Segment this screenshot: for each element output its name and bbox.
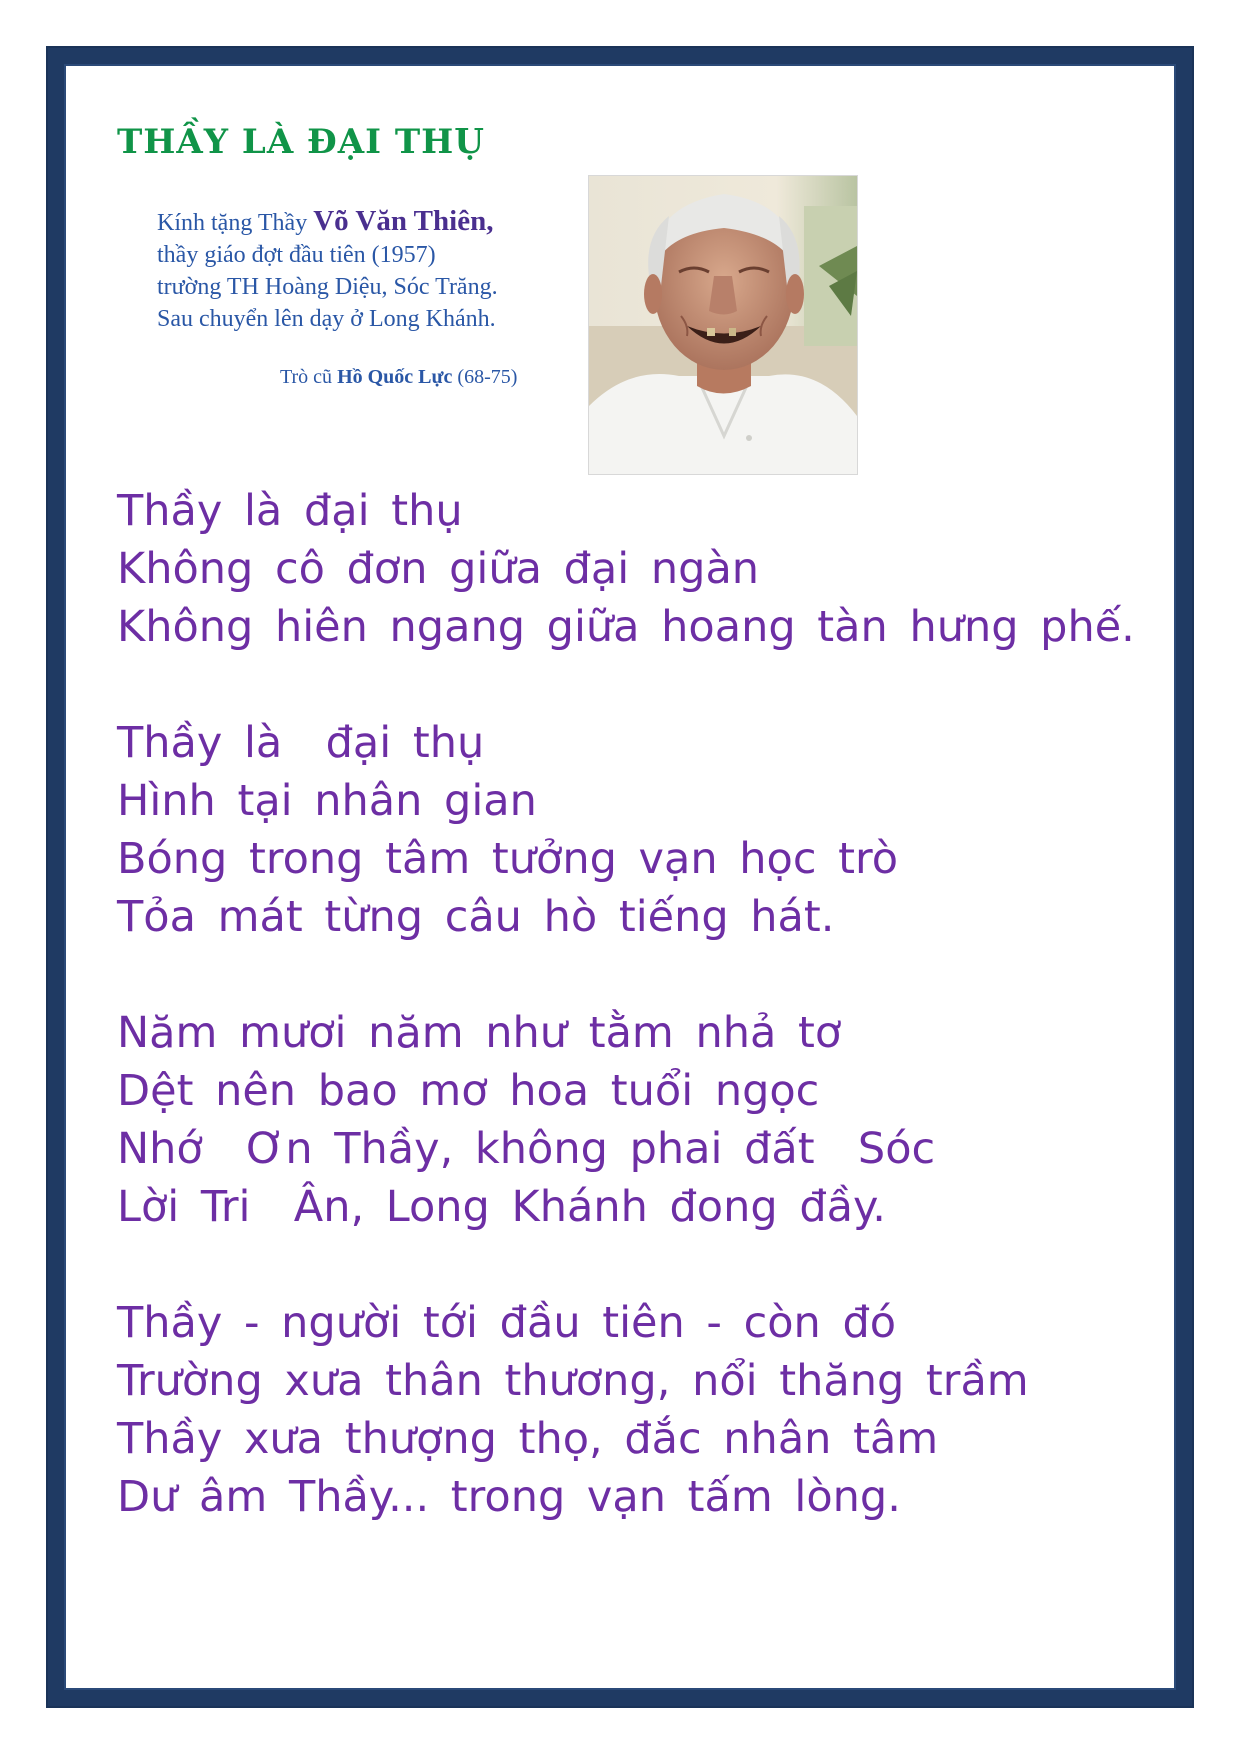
teacher-name: Võ Văn Thiên, xyxy=(313,205,494,237)
poem-line: Hình tại nhân gian xyxy=(117,776,537,826)
poem-line: Thầy là đại thụ xyxy=(117,718,485,768)
poem-stanza xyxy=(117,482,1157,656)
poem-body xyxy=(117,482,1157,1584)
dedication xyxy=(157,205,577,335)
poem-line: Thầy là đại thụ xyxy=(117,486,463,536)
poem-stanza xyxy=(117,714,1157,946)
poem-line: Tỏa mát từng câu hò tiếng hát. xyxy=(117,892,835,942)
signature-prefix: Trò cũ xyxy=(280,366,338,388)
poem-line: Lời Tri Ân, Long Khánh đong đầy. xyxy=(117,1182,886,1232)
dedication-line-1 xyxy=(157,205,577,239)
poem-line: Dệt nên bao mơ hoa tuổi ngọc xyxy=(117,1066,820,1116)
poem-line: Không hiên ngang giữa hoang tàn hưng phế. xyxy=(117,602,1135,652)
dedication-prefix: Kính tặng Thầy xyxy=(157,210,314,236)
teacher-portrait-photo xyxy=(588,175,858,475)
poem-stanza xyxy=(117,1004,1157,1236)
poem-line: Nhớ Ơn Thầy, không phai đất Sóc xyxy=(117,1124,936,1174)
poem-line: Không cô đơn giữa đại ngàn xyxy=(117,544,760,594)
poem-line: Dư âm Thầy... trong vạn tấm lòng. xyxy=(117,1472,901,1522)
dedication-line-4: Sau chuyển lên dạy ở Long Khánh. xyxy=(157,306,496,332)
dedication-line-2: thầy giáo đợt đầu tiên (1957) xyxy=(157,242,436,268)
poem-line: Thầy - người tới đầu tiên - còn đó xyxy=(117,1298,897,1348)
signature-years: (68-75) xyxy=(452,366,518,388)
poem-title: THẦY LÀ ĐẠI THỤ xyxy=(117,122,485,162)
dedication-line-3: trường TH Hoàng Diệu, Sóc Trăng. xyxy=(157,274,498,300)
poem-line: Thầy xưa thượng thọ, đắc nhân tâm xyxy=(117,1414,939,1464)
poem-line: Năm mươi năm như tằm nhả tơ xyxy=(117,1008,842,1058)
poem-stanza xyxy=(117,1294,1157,1526)
poem-line: Trường xưa thân thương, nổi thăng trầm xyxy=(117,1356,1029,1406)
signature-author: Hồ Quốc Lực xyxy=(337,366,453,388)
poem-line: Bóng trong tâm tưởng vạn học trò xyxy=(117,834,899,884)
signature xyxy=(280,366,517,389)
